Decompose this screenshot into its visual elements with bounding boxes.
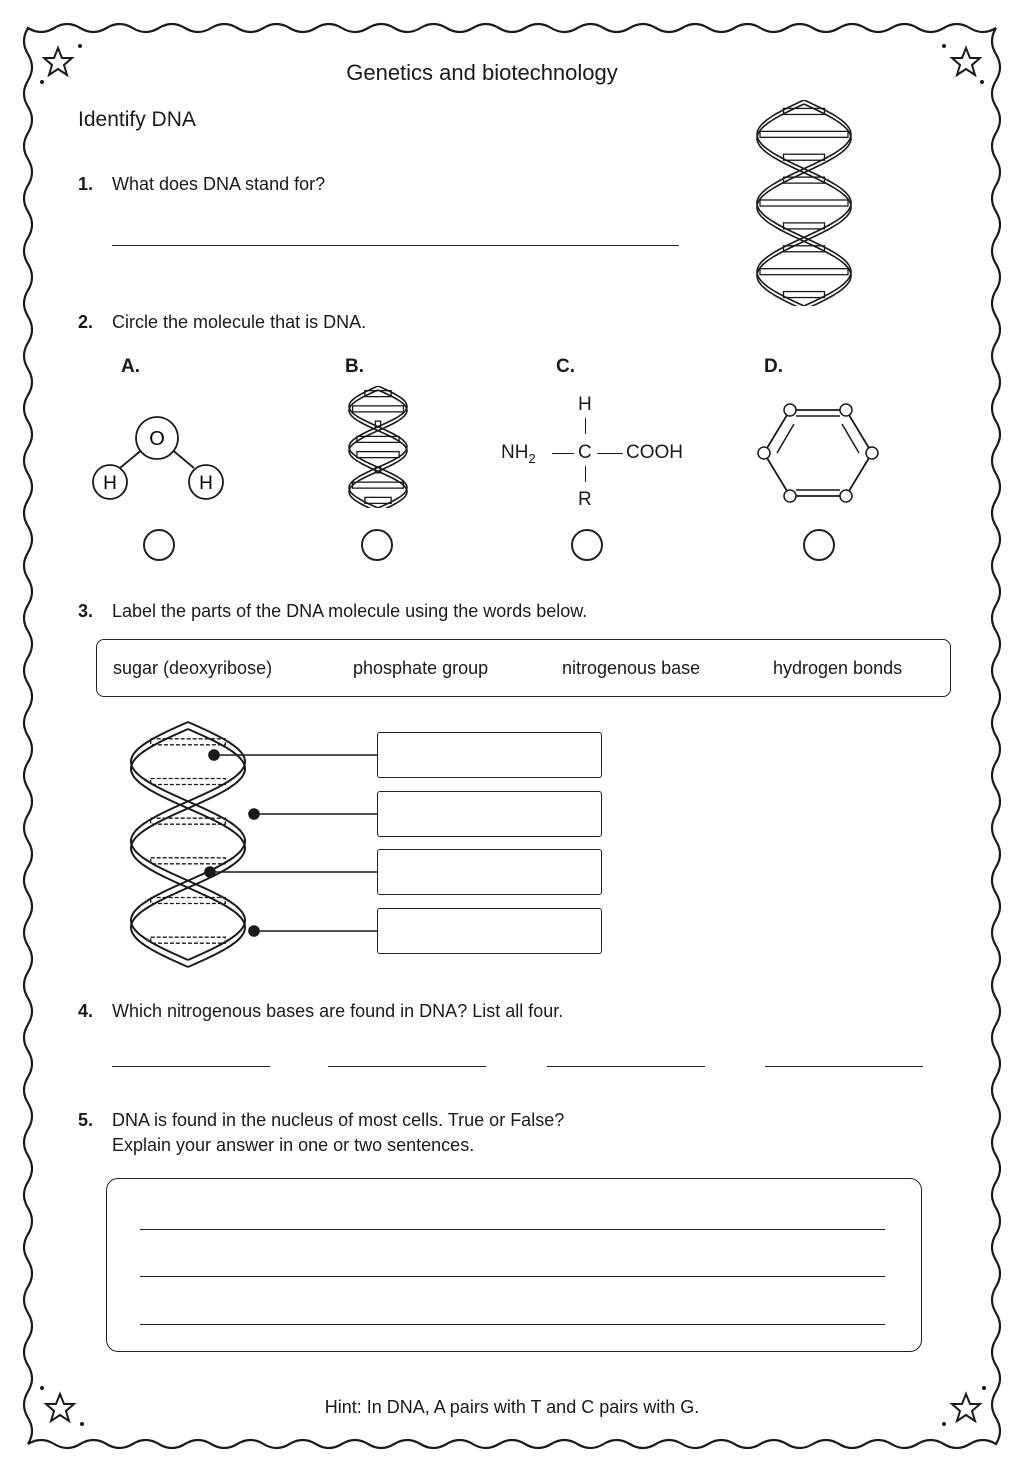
water-molecule-diagram <box>84 408 234 504</box>
bond-line <box>585 418 586 434</box>
base-pair-rung <box>784 223 825 229</box>
label-box-4[interactable] <box>377 908 602 954</box>
question-2 <box>78 312 366 333</box>
atom-o: O <box>149 428 165 450</box>
backbone-strand <box>131 729 245 967</box>
question-number: 2. <box>78 312 94 332</box>
option-c-label: C. <box>556 356 575 377</box>
answer-line[interactable] <box>765 1066 923 1067</box>
answer-line[interactable] <box>547 1066 705 1067</box>
formula-right: COOH <box>626 442 683 463</box>
base-pair-rung <box>760 131 848 137</box>
option-a-radio[interactable] <box>143 529 175 561</box>
question-3 <box>78 601 587 622</box>
label-box-2[interactable] <box>377 791 602 837</box>
question-number: 3. <box>78 601 94 621</box>
answer-line[interactable] <box>112 1066 270 1067</box>
answer-line[interactable] <box>112 245 679 246</box>
backbone-strand <box>131 729 245 967</box>
bond-line <box>585 466 586 482</box>
word-bank-item: sugar (deoxyribose) <box>113 658 273 678</box>
option-b-radio[interactable] <box>361 529 393 561</box>
bond-line <box>552 453 574 454</box>
backbone-strand <box>349 386 407 508</box>
option-b-label: B. <box>345 356 364 377</box>
formula-bottom: R <box>578 489 592 510</box>
option-d-label: D. <box>764 356 783 377</box>
label-box-3[interactable] <box>377 849 602 895</box>
base-pair-rung <box>357 452 399 458</box>
base-pair-rung <box>353 482 404 488</box>
section-heading: Identify DNA <box>78 108 196 131</box>
base-pair-rung <box>760 200 848 206</box>
answer-line[interactable] <box>140 1324 885 1325</box>
page-title: Genetics and biotechnology <box>346 60 618 85</box>
atom-h: H <box>199 473 213 494</box>
question-text: Label the parts of the DNA molecule using the words below. <box>112 601 588 621</box>
option-a-label: A. <box>121 356 140 377</box>
backbone-strand <box>131 722 245 960</box>
formula-center: C <box>578 442 592 463</box>
question-text: What does DNA stand for? <box>112 174 326 194</box>
question-number: 1. <box>78 174 94 194</box>
label-box-1[interactable] <box>377 732 602 778</box>
question-number: 4. <box>78 1001 94 1021</box>
question-text-line2: Explain your answer in one or two sentences. <box>112 1135 475 1155</box>
question-5 <box>78 1110 564 1131</box>
answer-line[interactable] <box>140 1229 885 1230</box>
atom-h: H <box>103 473 117 494</box>
question-number: 5. <box>78 1110 94 1130</box>
question-text: DNA is found in the nucleus of most cells. True or False? <box>112 1110 565 1130</box>
base-pair-rung <box>151 937 226 943</box>
amino-acid-diagram <box>498 392 698 512</box>
word-bank-item: nitrogenous base <box>562 658 701 678</box>
backbone-strand <box>349 386 407 508</box>
dna-labeling-diagram <box>118 718 388 968</box>
word-bank <box>96 639 951 697</box>
answer-box <box>106 1178 922 1352</box>
question-4 <box>78 1001 563 1022</box>
base-pair-rung <box>353 406 404 412</box>
option-c-radio[interactable] <box>571 529 603 561</box>
question-1 <box>78 174 325 195</box>
answer-line[interactable] <box>328 1066 486 1067</box>
word-bank-item: phosphate group <box>353 658 489 678</box>
small-dna-helix-diagram <box>344 386 412 508</box>
formula-top: H <box>578 394 592 415</box>
base-pair-rung <box>784 292 825 298</box>
base-pair-rung <box>151 858 226 864</box>
base-pair-rung <box>365 497 391 503</box>
formula-left: $NH_2$ <box>501 442 536 466</box>
question-text: Circle the molecule that is DNA. <box>112 312 367 332</box>
question-text: Which nitrogenous bases are found in DNA? List all four. <box>112 1001 564 1021</box>
hint-text: Hint: In DNA, A pairs with T and C pairs with G. <box>324 1397 700 1417</box>
base-pair-rung <box>760 269 848 275</box>
base-pair-rung <box>784 154 825 160</box>
word-bank-item: hydrogen bonds <box>773 658 903 678</box>
base-pair-rung <box>151 779 226 785</box>
answer-line[interactable] <box>140 1276 885 1277</box>
hexagon-ring-diagram <box>754 398 886 508</box>
backbone-strand <box>131 722 245 960</box>
option-d-radio[interactable] <box>803 529 835 561</box>
dna-helix-illustration <box>752 100 856 306</box>
bond-line <box>597 453 623 454</box>
